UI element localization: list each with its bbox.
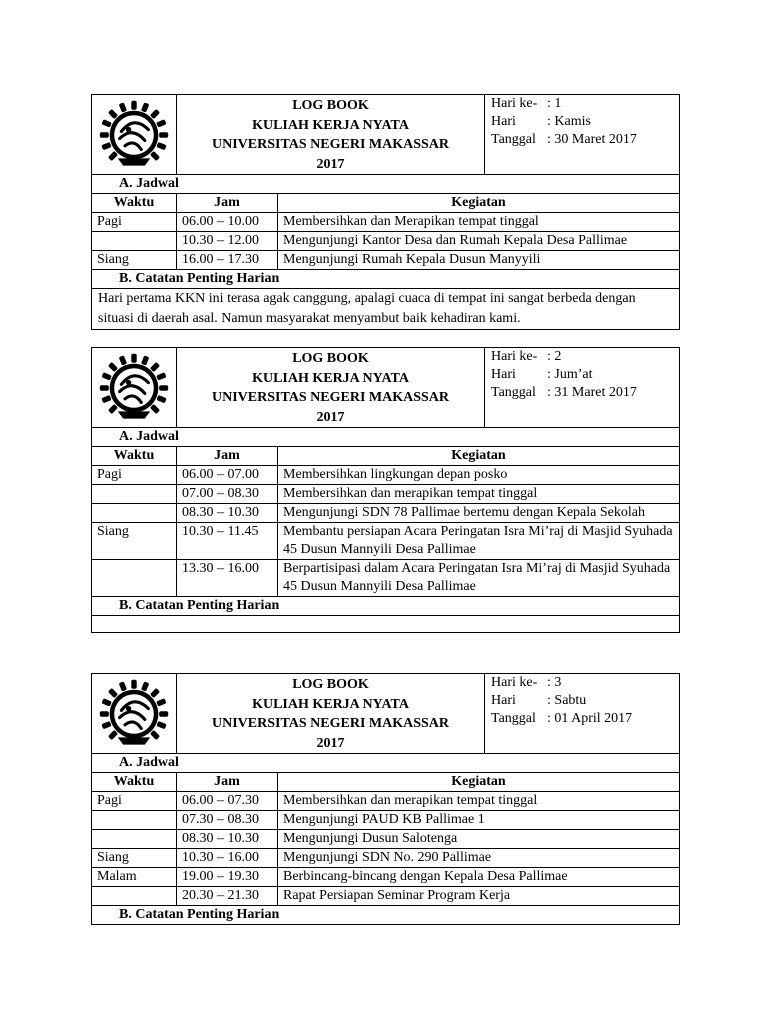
section-catatan: B. Catatan Penting Harian [92, 906, 680, 925]
cell-kegiatan: Membantu persiapan Acara Peringatan Isra Mi’raj di Masjid Syuhada 45 Dusun Mannyili Desa Pallimae [278, 523, 680, 560]
cell-waktu: Pagi [92, 213, 177, 232]
cell-waktu [92, 560, 177, 597]
cell-kegiatan: Berbincang-bincang dengan Kepala Desa Pallimae [278, 868, 680, 887]
title-line: UNIVERSITAS NEGERI MAKASSAR [212, 137, 450, 152]
cell-waktu: Malam [92, 868, 177, 887]
info-day-number [491, 95, 673, 113]
logbook-title [177, 674, 485, 754]
cell-jam: 06.00 – 07.30 [177, 792, 278, 811]
info-date [491, 384, 673, 402]
logbook-table [91, 673, 680, 925]
cell-jam: 08.30 – 10.30 [177, 830, 278, 849]
cell-waktu [92, 232, 177, 251]
logbook-title [177, 348, 485, 428]
cell-kegiatan: Mengunjungi SDN No. 290 Pallimae [278, 849, 680, 868]
table-row [92, 887, 680, 906]
logo-cell [92, 674, 177, 754]
cell-waktu: Siang [92, 523, 177, 560]
unm-logo-icon [98, 99, 170, 171]
logbook-day-2 [91, 347, 679, 633]
col-waktu: Waktu [92, 447, 177, 466]
section-jadwal: A. Jadwal [92, 175, 680, 194]
cell-jam: 07.30 – 08.30 [177, 811, 278, 830]
table-row [92, 232, 680, 251]
column-header-row [92, 447, 680, 466]
cell-jam: 06.00 – 10.00 [177, 213, 278, 232]
title-line: KULIAH KERJA NYATA [252, 370, 409, 386]
table-row [92, 251, 680, 270]
cell-kegiatan: Mengunjungi SDN 78 Pallimae bertemu dengan Kepala Sekolah [278, 504, 680, 523]
info-value: : 3 [547, 675, 562, 690]
daily-notes [92, 616, 680, 633]
logbook-header [92, 674, 680, 754]
cell-waktu [92, 811, 177, 830]
logbook-day-1 [91, 94, 679, 330]
day-info [485, 95, 680, 175]
info-date [491, 131, 673, 149]
cell-kegiatan: Membersihkan dan merapikan tempat tinggal [278, 792, 680, 811]
section-jadwal: A. Jadwal [92, 428, 680, 447]
table-row [92, 213, 680, 232]
logbook-table [91, 347, 680, 633]
info-value: : 31 Maret 2017 [547, 385, 637, 400]
column-header-row [92, 194, 680, 213]
info-key: Tanggal [491, 132, 536, 147]
table-row [92, 560, 680, 597]
title-line: KULIAH KERJA NYATA [252, 117, 409, 133]
title-line: LOG BOOK [292, 677, 369, 692]
cell-waktu: Siang [92, 251, 177, 270]
info-key: Tanggal [491, 385, 536, 400]
cell-kegiatan: Mengunjungi Dusun Salotenga [278, 830, 680, 849]
title-line: 2017 [316, 409, 345, 425]
logbook-header [92, 95, 680, 175]
cell-waktu [92, 887, 177, 906]
info-key: Hari ke- [491, 96, 538, 111]
info-key: Hari ke- [491, 675, 538, 690]
logo-cell [92, 95, 177, 175]
day-info [485, 674, 680, 754]
table-row [92, 504, 680, 523]
info-day-number [491, 674, 673, 692]
table-row [92, 811, 680, 830]
info-key: Hari [491, 693, 516, 708]
title-line: LOG BOOK [292, 351, 369, 366]
col-jam: Jam [177, 194, 278, 213]
table-row [92, 868, 680, 887]
info-value: : Jum’at [547, 367, 593, 382]
table-row [92, 523, 680, 560]
cell-waktu [92, 830, 177, 849]
logbook-title [177, 95, 485, 175]
info-value: : Kamis [547, 114, 591, 129]
logbook-header [92, 348, 680, 428]
title-line: KULIAH KERJA NYATA [252, 696, 409, 712]
table-row [92, 849, 680, 868]
col-waktu: Waktu [92, 194, 177, 213]
cell-waktu: Pagi [92, 466, 177, 485]
title-line: 2017 [316, 735, 345, 751]
info-key: Hari ke- [491, 349, 538, 364]
info-day [491, 113, 673, 131]
cell-kegiatan: Berpartisipasi dalam Acara Peringatan Isra Mi’raj di Masjid Syuhada 45 Dusun Mannyili Desa Pallimae [278, 560, 680, 597]
info-key: Hari [491, 367, 516, 382]
col-jam: Jam [177, 773, 278, 792]
unm-logo-icon [98, 352, 170, 424]
daily-notes: Hari pertama KKN ini terasa agak canggung, apalagi cuaca di tempat ini sangat berbeda dengan situasi di daerah asal. Namun masyarakat menyambut baik kehadiran kami. [92, 289, 680, 330]
section-jadwal: A. Jadwal [92, 754, 680, 773]
logo-cell [92, 348, 177, 428]
table-row [92, 466, 680, 485]
day-info [485, 348, 680, 428]
table-row [92, 830, 680, 849]
section-catatan: B. Catatan Penting Harian [92, 270, 680, 289]
info-day [491, 366, 673, 384]
column-header-row [92, 773, 680, 792]
info-key: Hari [491, 114, 516, 129]
cell-jam: 13.30 – 16.00 [177, 560, 278, 597]
cell-jam: 10.30 – 11.45 [177, 523, 278, 560]
col-kegiatan: Kegiatan [278, 447, 680, 466]
cell-kegiatan: Mengunjungi Kantor Desa dan Rumah Kepala Desa Pallimae [278, 232, 680, 251]
info-day-number [491, 348, 673, 366]
info-value: : 1 [547, 96, 562, 111]
cell-jam: 19.00 – 19.30 [177, 868, 278, 887]
info-value: : 30 Maret 2017 [547, 132, 637, 147]
cell-jam: 16.00 – 17.30 [177, 251, 278, 270]
cell-kegiatan: Mengunjungi Rumah Kepala Dusun Manyyili [278, 251, 680, 270]
title-line: 2017 [316, 156, 345, 172]
title-line: UNIVERSITAS NEGERI MAKASSAR [212, 716, 450, 731]
unm-logo-icon [98, 678, 170, 750]
info-day [491, 692, 673, 710]
cell-waktu [92, 504, 177, 523]
col-kegiatan: Kegiatan [278, 194, 680, 213]
title-line: UNIVERSITAS NEGERI MAKASSAR [212, 390, 450, 405]
cell-jam: 10.30 – 16.00 [177, 849, 278, 868]
cell-kegiatan: Mengunjungi PAUD KB Pallimae 1 [278, 811, 680, 830]
cell-jam: 08.30 – 10.30 [177, 504, 278, 523]
cell-waktu: Siang [92, 849, 177, 868]
cell-kegiatan: Membersihkan dan Merapikan tempat tinggal [278, 213, 680, 232]
info-value: : Sabtu [547, 693, 587, 708]
col-jam: Jam [177, 447, 278, 466]
col-kegiatan: Kegiatan [278, 773, 680, 792]
cell-kegiatan: Rapat Persiapan Seminar Program Kerja [278, 887, 680, 906]
cell-jam: 20.30 – 21.30 [177, 887, 278, 906]
cell-jam: 07.00 – 08.30 [177, 485, 278, 504]
title-line: LOG BOOK [292, 98, 369, 113]
info-value: : 01 April 2017 [547, 711, 633, 726]
table-row [92, 485, 680, 504]
cell-waktu [92, 485, 177, 504]
section-catatan: B. Catatan Penting Harian [92, 597, 680, 616]
cell-jam: 06.00 – 07.00 [177, 466, 278, 485]
table-row [92, 792, 680, 811]
info-key: Tanggal [491, 711, 536, 726]
col-waktu: Waktu [92, 773, 177, 792]
info-date [491, 710, 673, 728]
cell-jam: 10.30 – 12.00 [177, 232, 278, 251]
cell-kegiatan: Membersihkan lingkungan depan posko [278, 466, 680, 485]
logbook-table [91, 94, 680, 330]
cell-kegiatan: Membersihkan dan merapikan tempat tinggal [278, 485, 680, 504]
cell-waktu: Pagi [92, 792, 177, 811]
info-value: : 2 [547, 349, 562, 364]
logbook-day-3 [91, 673, 679, 925]
